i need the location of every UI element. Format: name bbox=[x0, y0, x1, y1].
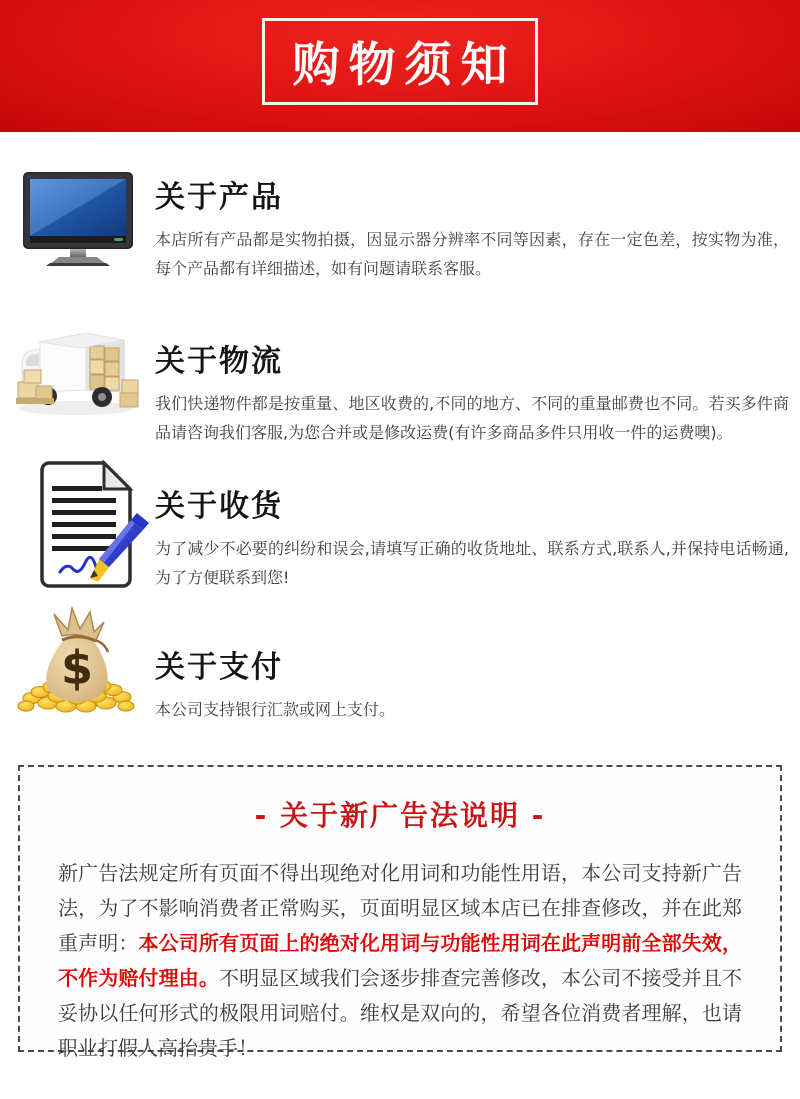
money-bag-icon bbox=[14, 606, 140, 714]
truck-icon bbox=[10, 320, 142, 420]
banner-title-box bbox=[262, 18, 538, 105]
document-pen-icon bbox=[28, 458, 150, 590]
section-title: 关于支付 bbox=[155, 650, 283, 685]
section-body: 本店所有产品都是实物拍摄，因显示器分辨率不同等因素，存在一定色差，按实物为准，每个产品都有详细描述，如有问题请联系客服。 bbox=[155, 230, 789, 278]
section-title: 关于产品 bbox=[155, 180, 283, 215]
notice-title: - 关于新广告法说明 - bbox=[254, 799, 546, 832]
page-title: 购物须知 bbox=[292, 38, 517, 93]
page-banner bbox=[0, 0, 800, 132]
section-title: 关于物流 bbox=[155, 344, 283, 379]
notice-box bbox=[18, 765, 782, 1060]
monitor-icon bbox=[18, 169, 138, 269]
notice-text-before: 新广告法规定所有页面不得出现绝对化用词和功能性用语，本公司支持新广告法，为了不影响消费者正常购买，页面明显区域本店已在排查修改，并在此郑重声明： bbox=[58, 861, 742, 955]
notice-text-after: 不明显区域我们会逐步排查完善修改，本公司不接受并且不妥协以任何形式的极限用词赔付。维权是双向的，希望各位消费者理解，也请职业打假人高抬贵手！ bbox=[58, 966, 743, 1060]
notice-paragraph bbox=[58, 856, 742, 1066]
section-title: 关于收货 bbox=[155, 489, 283, 524]
section-body: 为了减少不必要的纠纷和误会,请填写正确的收货地址、联系方式,联系人,并保持电话畅通,为了方便联系到您! bbox=[155, 539, 789, 587]
section-body: 本公司支持银行汇款或网上支付。 bbox=[155, 700, 396, 719]
svg-text:$: $ bbox=[60, 641, 94, 695]
notice-text-highlight: 本公司所有页面上的绝对化用词与功能性用词在此声明前全部失效，不作为赔付理由。 bbox=[58, 931, 743, 990]
section-body: 我们快递物件都是按重量、地区收费的,不同的地方、不同的重量邮费也不同。若买多件商品请咨询我们客服,为您合并或是修改运费(有许多商品多件只用收一件的运费噢)。 bbox=[155, 394, 789, 442]
